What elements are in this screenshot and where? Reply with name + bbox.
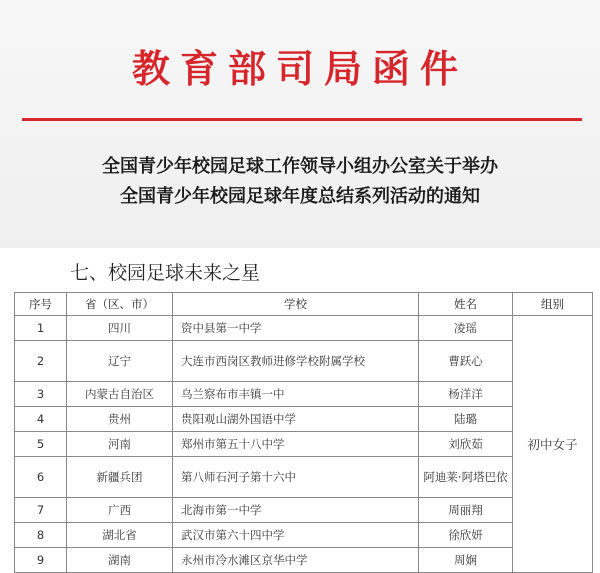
letterhead-divider [22,118,582,121]
table-row [15,341,593,382]
cell-province: 辽宁 [67,341,173,382]
cell-province: 广西 [67,498,173,523]
cell-school: 北海市第一中学 [173,498,419,523]
header-number: 序号 [15,293,67,316]
cell-number: 8 [15,523,67,548]
cell-province: 湖南 [67,548,173,573]
cell-group: 初中女子 [513,316,593,573]
cell-number: 9 [15,548,67,573]
cell-name: 徐欣妍 [419,523,513,548]
cell-province: 河南 [67,432,173,457]
table-row [15,316,593,341]
cell-province: 四川 [67,316,173,341]
notice-title [0,152,600,212]
cell-name: 周娴 [419,548,513,573]
cell-name: 阿迪莱·阿塔巴依 [419,457,513,498]
cell-name: 周丽翔 [419,498,513,523]
notice-title-line2: 全国青少年校园足球年度总结系列活动的通知 [120,186,480,207]
header-province: 省（区、市） [67,293,173,316]
cell-name: 杨洋洋 [419,382,513,407]
table-row [15,498,593,523]
notice-title-line1: 全国青少年校园足球工作领导小组办公室关于举办 [102,156,498,177]
page-gap [0,248,600,254]
cell-school: 乌兰察布市丰镇一中 [173,382,419,407]
cell-number: 2 [15,341,67,382]
cell-province: 贵州 [67,407,173,432]
cell-number: 6 [15,457,67,498]
header-school: 学校 [173,293,419,316]
cell-school: 第八师石河子第十六中 [173,457,419,498]
section-heading: 七、校园足球未来之星 [70,262,261,284]
letterhead-title: 教育部司局函件 [131,47,468,91]
cell-school: 大连市西岗区教师进修学校附属学校 [173,341,419,382]
cell-number: 1 [15,316,67,341]
table-row [15,548,593,573]
cell-name: 凌瑶 [419,316,513,341]
cell-number: 4 [15,407,67,432]
cell-province: 湖北省 [67,523,173,548]
cell-name: 刘欣茹 [419,432,513,457]
table-header-row [15,293,593,316]
cell-name: 曹跃心 [419,341,513,382]
cell-province: 新疆兵团 [67,457,173,498]
table-row [15,523,593,548]
table-row [15,457,593,498]
cell-number: 7 [15,498,67,523]
header-name: 姓名 [419,293,513,316]
cell-number: 3 [15,382,67,407]
cell-school: 郑州市第五十八中学 [173,432,419,457]
cell-name: 陆璐 [419,407,513,432]
table-row [15,382,593,407]
cell-school: 武汉市第六十四中学 [173,523,419,548]
table-row [15,407,593,432]
cell-school: 贵阳观山湖外国语中学 [173,407,419,432]
table-row [15,432,593,457]
cell-school: 永州市冷水滩区京华中学 [173,548,419,573]
header-group: 组别 [513,293,593,316]
cell-province: 内蒙古自治区 [67,382,173,407]
awards-table [14,292,593,573]
cell-school: 资中县第一中学 [173,316,419,341]
cell-number: 5 [15,432,67,457]
